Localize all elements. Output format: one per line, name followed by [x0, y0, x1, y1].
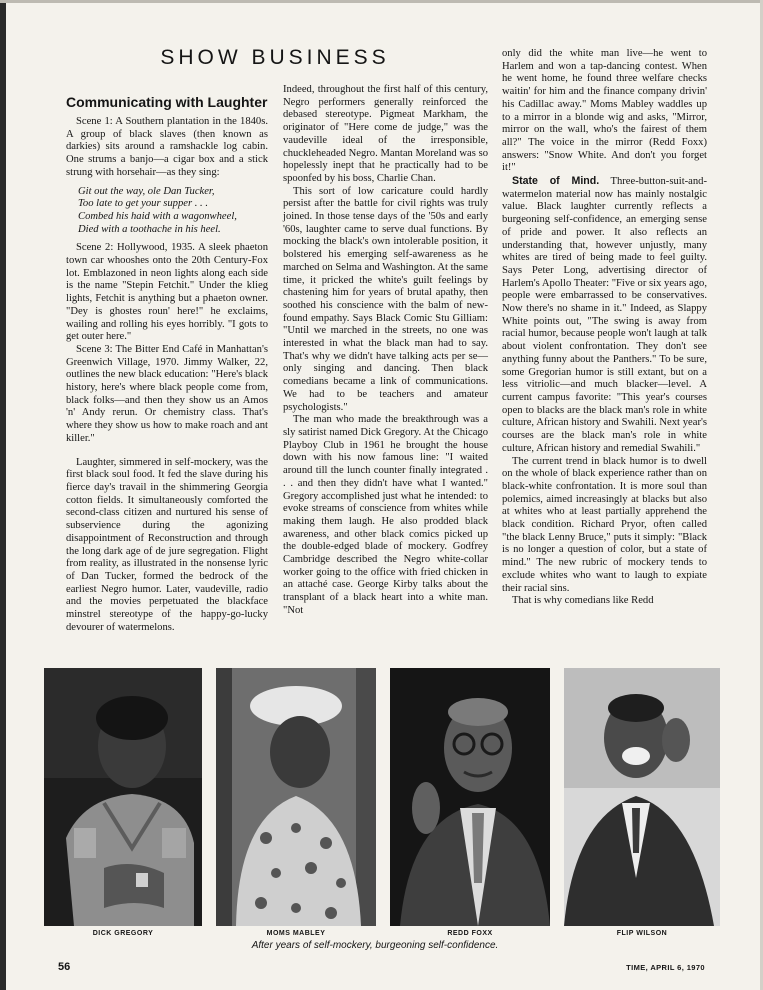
paragraph: The current trend in black humor is to dwell on the whole of black experience rather than on black-white confrontation. It is more soul than polemics, aimed increasingly at blacks but also at whites who at least partially apprehend the black condition. Richard Pryor, often called "the black Lenny Bruce," puts it simply: "Black is no longer a question of color, but a state of mind." The new rubric of mockery tends to exclude whites who want to laugh to expiate their racial sins. [502, 455, 707, 594]
article-column-2 [283, 84, 488, 618]
subheading: State of Mind. [512, 175, 600, 188]
section-heading: SHOW BUSINESS [160, 46, 390, 69]
photo-image [564, 668, 720, 926]
photo-moms-mabley [216, 668, 376, 926]
verse-line: Git out the way, ole Dan Tucker, [78, 185, 215, 197]
verse-line: Combed his haid with a wagonwheel, [78, 210, 237, 222]
paragraph: only did the white man live—he went to Harlem and won a tap-dancing contest. When he went home, he found three welfare checks waitin' for him and the finance company drivin' his Cadillac away." Moms Mabley waddles up to a mirror in a blonde wig and asks, "Mirror, mirror on the wall, who's the fairest of them all?" The voice in the mirror (Redd Foxx) answers: "Snow White. And don't you forget it!" [502, 48, 707, 174]
paragraph-scene-3: Scene 3: The Bitter End Café in Manhattan's Greenwich Village, 1970. Jimmy Walker, 22, outlines the new black education: "Here's black history, here's where black people come from, black folks—and then they show us an Amos 'n' Andy rerun. Or chemistry class. That's where they show us how to make roach and ant killer." [66, 343, 268, 444]
paragraph-scene-2: Scene 2: Hollywood, 1935. A sleek phaeton town car whooshes onto the 20th Century-Fox lot. Emblazoned in neon lights along each side is the name "Stepin Fetchit." Under the klieg lights, Fetchit is anything but a phaeton owner. "Dey is ghostes roun' here!" he exclaims, wailing and rolling his eyes horribly. "I gots to get outer here." [66, 242, 268, 343]
page-top-edge [0, 0, 763, 3]
paragraph-laughter: Laughter, simmered in self-mockery, was the first black soul food. It fed the slave during his fierce day's travail in the shimmering Georgia cotton fields. It simultaneously comforted the second-class citizen and nurtured his sense of subservience during the agonizing disappointment of Reconstruction and through the long dark age of de jure segregation. Flight from reality, as illustrated in the nonsense lyric of Dan Tucker, formed the bedrock of the earliest Negro humor. Later, vaudeville, radio and the movies perpetuated the blackface minstrel stereotype of the happy-go-lucky devourer of watermelons. [66, 456, 268, 633]
verse-line: Too late to get your supper . . . [78, 198, 208, 210]
paragraph-text: Three-button-suit-and-watermelon material now has mainly nostalgic value. Black laughter currently reflects a burgeoning self-confidence, an emerging sense of pride and power. It also reflects an understanding that, however unjustly, many whites are tired of being made to feel guilty. Says Peter Long, advertising director of Harlem's Apollo Theater: "Five or six years ago, people were embarrassed to be conservatives. Now there's no shame in it." Indeed, as Slappy White points out, "The swing is away from racial humor, because people won't laugh at talk about violent confrontation. They don't see anything funny about the Panthers." To be sure, some Gregorian humor is still extant, but on a less vitriolic—and much blacker—level. A current campus favorite: "This year's courses open to blacks are the black man's role in white culture, African history and Swahili. Next year's courses are the black man's role in white culture, African history and remedial Swahili." [502, 176, 707, 454]
photo-dick-gregory [44, 668, 202, 926]
paragraph: This sort of low caricature could hardly persist after the battle for civil rights was truly joined. In those tense days of the '50s and early '60s, laughter came to serve dual functions. By mocking the black's own intolerable position, it bolstered his emerging self-awareness as he marched on Selma and Washington. At the same time, it pricked the white's guilt feelings by chastening him for years of brutal apathy, then soothed his conscience with the balm of new-found empathy. Says Black Comic Stu Gilliam: "Until we marched in the streets, no one was interested in what the black man had to say. That's why we didn't have talking acts per se—only singing and dancing. Then black comedians became a link of communications. We had to be teachers and amateur psychologists." [283, 185, 488, 413]
caption-flip-wilson: FLIP WILSON [616, 930, 668, 937]
paragraph-state-of-mind [502, 175, 707, 455]
issue-date-line: TIME, APRIL 6, 1970 [626, 963, 705, 972]
photo-flip-wilson [564, 668, 720, 926]
photo-image [44, 668, 202, 926]
paragraph: Indeed, throughout the first half of this century, Negro performers generally reinforced the debased stereotype. Pigmeat Markham, the originator of "Here come de judge," was the vaudeville ideal of the irresponsible, chuckleheaded Negro. Mantan Moreland was so hopelessly inept that he practically had to be spoonfed by his boss, Charlie Chan. [283, 84, 488, 184]
photo-redd-foxx [390, 668, 550, 926]
page-binding-edge [0, 0, 6, 990]
paragraph: That is why comedians like Redd [512, 595, 654, 607]
article-column-3 [502, 48, 707, 608]
caption-dick-gregory: DICK GREGORY [92, 930, 154, 937]
caption-moms-mabley: MOMS MABLEY [266, 930, 326, 937]
article-headline: Communicating with Laughter [66, 94, 268, 110]
photo-image [390, 668, 550, 926]
caption-redd-foxx: REDD FOXX [447, 930, 493, 937]
verse-line: Died with a toothache in his heel. [78, 223, 221, 235]
page-number: 56 [58, 961, 71, 973]
paragraph-scene-1: Scene 1: A Southern plantation in the 1840s. A group of black slaves (then known as darkies) sits around a ramshackle log cabin. One strums a banjo—a cigar box and a stick strung with horsehair—as they sing: [66, 116, 268, 178]
article-column-1 [66, 116, 268, 634]
photo-group-caption: After years of self-mockery, burgeoning self-confidence. [251, 940, 499, 951]
song-verse [78, 186, 268, 237]
paragraph: The man who made the breakthrough was a sly satirist named Dick Gregory. At the Chicago Playboy Club in 1961 he brought the house down with his now famous line: "I waited around till the lunch counter finally integrated . . . and then they didn't have what I wanted." Gregory accomplished just what he intended: to evoke streams of conscience from whites while making them laugh. He also prodded black awareness, and other black comics picked up the double-edged blade of mockery. Godfrey Cambridge described the Negro white-collar worker going to the office with fried chicken in an attaché case. George Kirby talks about the transplant of a black heart into a white man. "Not [283, 414, 488, 616]
photo-image [216, 668, 376, 926]
